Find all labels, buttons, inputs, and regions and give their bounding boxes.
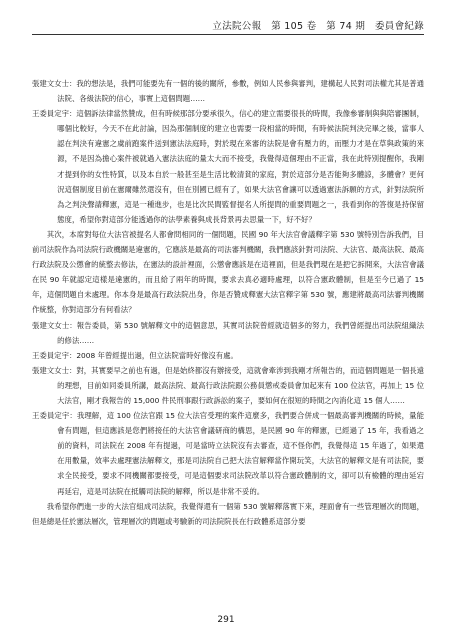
header-rule xyxy=(32,34,424,35)
speech-paragraph: 張建文女士：對，其實要早之前也有過，但是始終都沒有辦接受，這就會牽涉到我剛才所報告的，而這個問題是一個長遠的理想，目前如同委員所講，最高法院、最高行政法院跟公務員懲戒委員會加起來有 100 位法官，再加上 15 位大法官，剛才我報告的 15,000 件民刑事跟行政訴訟的案子，要如何在很短的時間之內消化這 15 個人…… xyxy=(32,365,424,405)
narration-paragraph: 我希望你們進一步的大法官組成司法院，我覺得還有一個第 530 號解釋落實下來，理面會有一些管理層次的問題，但是總是任於憲法層次，管理層次的問題或考驗新的司法院院長在行政體系這部分要 xyxy=(32,501,424,526)
speech-paragraph: 王委員定宇：我理解，這 100 位法官跟 15 位大法官受理的案件這麼多，我們要合併成一個最高審判機關的時候，量能會有問題，但這應該是您們將接任的大法官會議研商的構思，是民國 90 年的釋憲，已經過了 15 年，我看過之前的資料，司法院在 2008 年有提過，可是當時立法院沒有去審查，這不怪你們，我覺得這 15 年過了，如果還在用數量，效率去處理憲法解釋文，那是司法院自己把大法官解釋當作開玩笑，大法官的解釋文是有司法院，要求全民接受，要求不同機關都要接受，可是這個要求司法院改革以符合憲政體制的文，卻可以有檢體的理由延宕再延宕，這是司法院在抵觸司法院的解釋，所以是非常不妥的。 xyxy=(32,411,424,496)
speech-paragraph: 張建文女士：我的想法是，我們可能要先有一個的後的關所，參數，例如人民參與審判，建構起人民對司法權尤其是普通法院、各級法院的信心，事實上這個問題…… xyxy=(32,79,424,104)
page-header: 立法院公報 第 105 卷 第 74 期 委員會紀錄 xyxy=(212,21,424,32)
speech-paragraph: 王委員定宇：2008 年曾經提出過，但立法院當時好像沒有處。 xyxy=(32,350,238,360)
page-number: 291 xyxy=(217,615,235,625)
narration-paragraph: 其次，本席對每位大法官被提名人都會問相同的一個問題，民國 90 年大法官會議釋字第 530 號特別告訴我們，目前司法院作為司法院行政機關是違憲的，它應該是最高的司法審判機關，我們應該針對司法院、大法官、最高法院、最高行政法院及公懲會的統整去修法，在憲法的設計裡面，公懲會應該是在這裡面，但是我們現在是把它拆開來，大法官會議在民 90 年就認定這樣是違憲的，而且給了兩年的時間，要求去真必適時處理，以符合憲政體制，但是至今已過了 15 年，這個問題自未處理。你本身是最高行政法院出身，你是否贊成釋憲大法官釋字第 530 號，應建將最高司法審判機關作統整，你對這部分有何看法？ xyxy=(32,229,424,315)
transcript-body xyxy=(32,76,424,529)
speech-paragraph: 張建文女士：報告委員，第 530 號解釋文中的這個意思，其實司法院曾經就這個多的努力，我們曾經提出司法院組織法的修法…… xyxy=(32,320,424,345)
speech-paragraph: 王委員定宇：這個訴法律當然贊成，但有時候那部分要承很久，信心的建立需要很長的時間，我像參審制與與陪審團制，哪個比較好，今天不在此討論，因為那個制度的建立也需要一段相當的時間，有時候法院判決完畢之後，當事人認在判決有違憲之虞前跑案件送到憲法法庭時，對於現在來審的法院是會有壓力的，而壓力才是在草與政策的來源，不是因為擔心案件被就過入憲法法庭的量太大而不接受，我覺得這個理由不正當，我在此特別提醒你，我剛才提到你的女性特質，以及本自於一般甚至是生活比較清貧的家庭，對於這部分是否能夠多體諒，多體會？更何況這個制度目前在憲爾雖然還沒有，但在別國已經有了，如果大法官會讓可以透過憲法訴願的方式，針對法院所為之判決聲請釋憲，這是一種進步，也是比次民間監督提名人所提問的重要問題之一，我看到你的答復是持保留態度，希望你對這部分能透過你的法學素養與成長背景再去思量一下，好不好？ xyxy=(32,109,424,224)
